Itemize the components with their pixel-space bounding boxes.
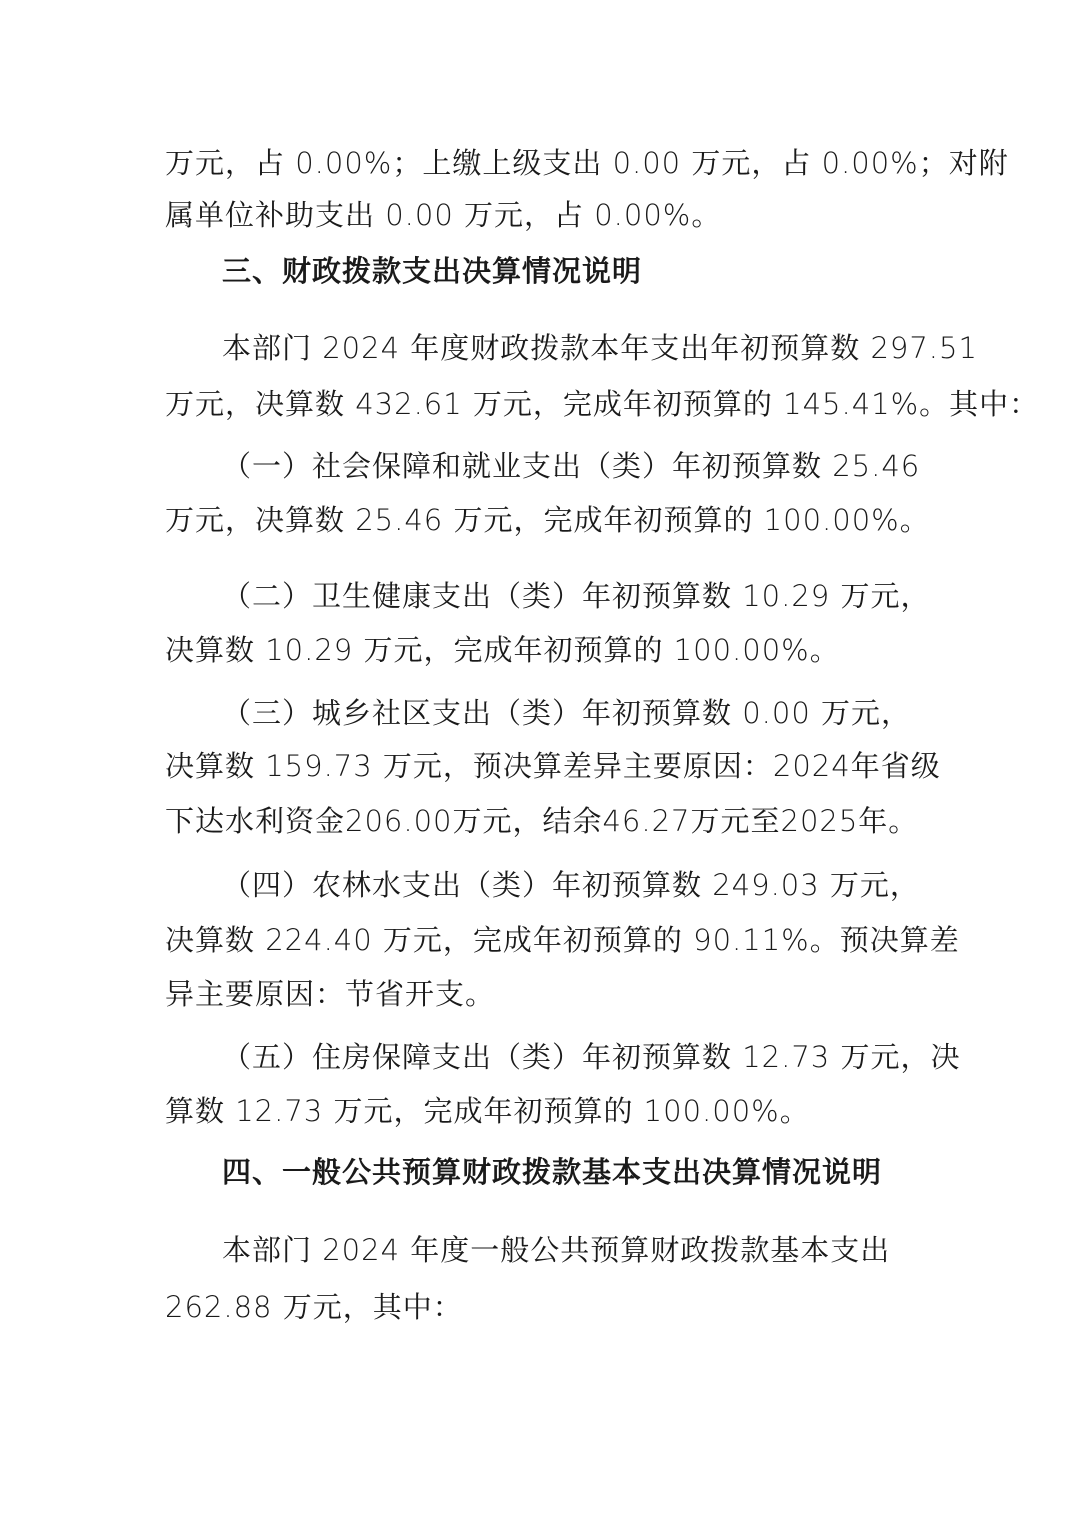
section-heading-3: 三、财政拨款支出决算情况说明 bbox=[222, 254, 643, 288]
body-text-line: 万元，决算数 25.46 万元，完成年初预算的 100.00%。 bbox=[165, 503, 930, 537]
paragraph-start: 本部门 2024 年度一般公共预算财政拨款基本支出 bbox=[222, 1233, 891, 1267]
item-1-start: （一）社会保障和就业支出（类）年初预算数 25.46 bbox=[222, 449, 921, 483]
body-text-line: 决算数 10.29 万元，完成年初预算的 100.00%。 bbox=[165, 633, 840, 667]
body-text-line: 异主要原因：节省开支。 bbox=[165, 977, 496, 1011]
body-text-line: 算数 12.73 万元，完成年初预算的 100.00%。 bbox=[165, 1094, 810, 1128]
body-text-line: 属单位补助支出 0.00 万元，占 0.00%。 bbox=[165, 198, 722, 232]
body-text-line: 万元，决算数 432.61 万元，完成年初预算的 145.41%。其中： bbox=[165, 387, 1040, 421]
item-4-start: （四）农林水支出（类）年初预算数 249.03 万元， bbox=[222, 868, 920, 902]
body-text-line: 决算数 224.40 万元，完成年初预算的 90.11%。预决算差 bbox=[165, 923, 960, 957]
body-text-line: 万元，占 0.00%；上缴上级支出 0.00 万元，占 0.00%；对附 bbox=[165, 146, 1009, 180]
paragraph-start: 本部门 2024 年度财政拨款本年支出年初预算数 297.51 bbox=[222, 331, 978, 365]
body-text-line: 262.88 万元，其中： bbox=[165, 1290, 463, 1324]
item-3-start: （三）城乡社区支出（类）年初预算数 0.00 万元， bbox=[222, 696, 912, 730]
item-2-start: （二）卫生健康支出（类）年初预算数 10.29 万元， bbox=[222, 579, 931, 613]
section-heading-4: 四、一般公共预算财政拨款基本支出决算情况说明 bbox=[222, 1155, 883, 1189]
body-text-line: 决算数 159.73 万元，预决算差异主要原因：2024年省级 bbox=[165, 749, 941, 783]
item-5-start: （五）住房保障支出（类）年初预算数 12.73 万元，决 bbox=[222, 1040, 961, 1074]
body-text-line: 下达水利资金206.00万元，结余46.27万元至2025年。 bbox=[165, 804, 919, 838]
